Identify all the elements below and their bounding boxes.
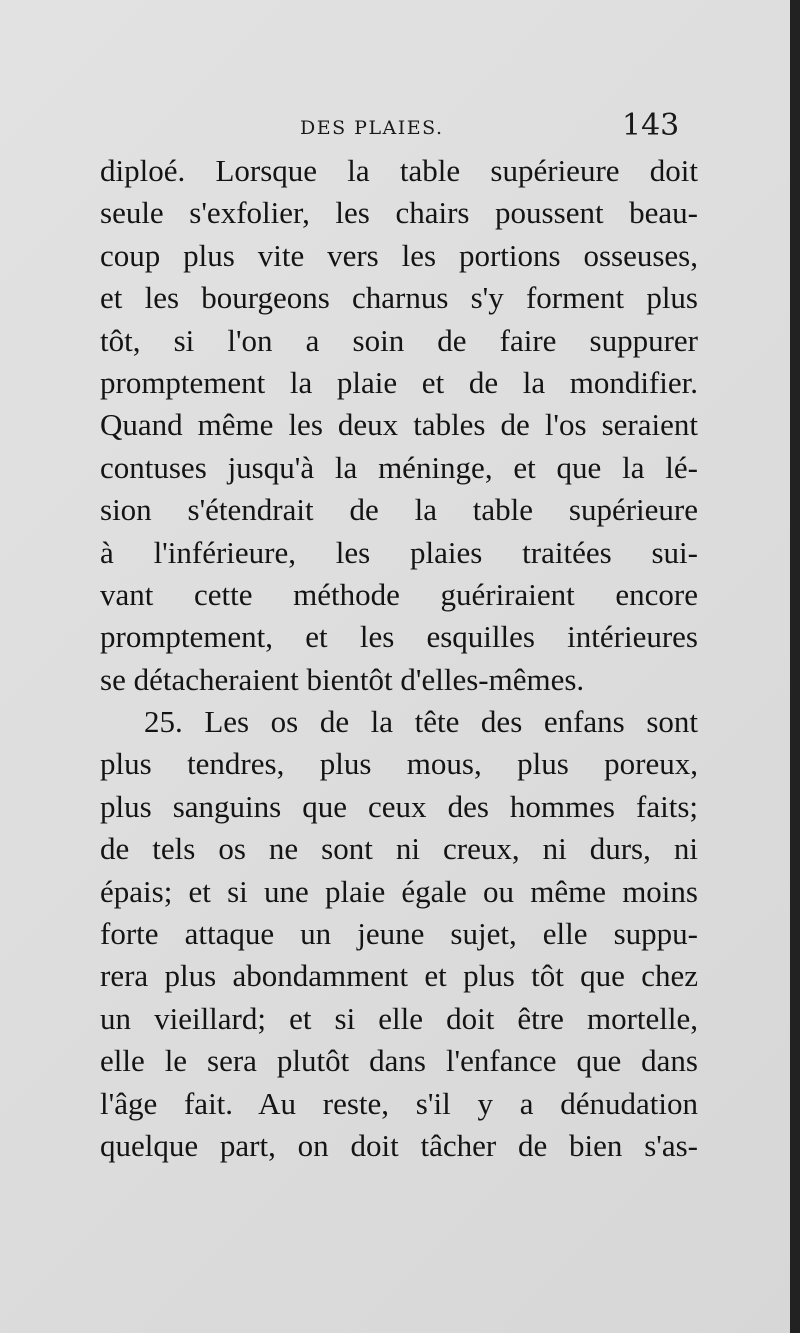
text-line: quelque part, on doit tâcher de bien s'as-: [100, 1127, 698, 1163]
text-line: un vieillard; et si elle doit être mortelle,: [100, 1000, 698, 1036]
text-line: Quand même les deux tables de l'os seraient: [100, 407, 698, 443]
text-line: plus tendres, plus mous, plus poreux,: [100, 746, 698, 782]
body-text: [100, 150, 698, 1167]
text-line: épais; et si une plaie égale ou même moins: [100, 873, 698, 909]
text-line: rera plus abondamment et plus tôt que chez: [100, 958, 698, 994]
text-line: promptement la plaie et de la mondifier.: [100, 364, 698, 400]
text-line: diploé. Lorsque la table supérieure doit: [100, 153, 698, 188]
text-line: forte attaque un jeune sujet, elle suppu-: [100, 916, 698, 952]
text-line: sion s'étendrait de la table supérieure: [100, 492, 698, 528]
text-line: contuses jusqu'à la méninge, et que la lé-: [100, 449, 698, 485]
page-number: 143: [622, 108, 680, 143]
paragraph-start-line: 25. Les os de la tête des enfans sont: [144, 704, 698, 740]
paragraph-end-line: se détacheraient bientôt d'elles-mêmes.: [100, 661, 585, 697]
text-line: de tels os ne sont ni creux, ni durs, ni: [100, 831, 698, 867]
page-edge-shadow: [790, 0, 800, 1333]
running-title: DES PLAIES.: [300, 117, 444, 139]
text-line: coup plus vite vers les portions osseuses,: [100, 237, 698, 273]
text-line: vant cette méthode guériraient encore: [100, 576, 698, 612]
text-line: seule s'exfolier, les chairs poussent beau-: [100, 195, 698, 231]
text-line: promptement, et les esquilles intérieures: [100, 619, 698, 655]
text-line: elle le sera plutôt dans l'enfance que dans: [100, 1043, 698, 1079]
running-header: [0, 108, 790, 148]
text-line: tôt, si l'on a soin de faire suppurer: [100, 322, 698, 358]
text-line: et les bourgeons charnus s'y forment plus: [100, 280, 698, 316]
text-line: l'âge fait. Au reste, s'il y a dénudation: [100, 1085, 698, 1121]
text-line: à l'inférieure, les plaies traitées sui-: [100, 534, 698, 570]
text-line: plus sanguins que ceux des hommes faits;: [100, 788, 698, 824]
